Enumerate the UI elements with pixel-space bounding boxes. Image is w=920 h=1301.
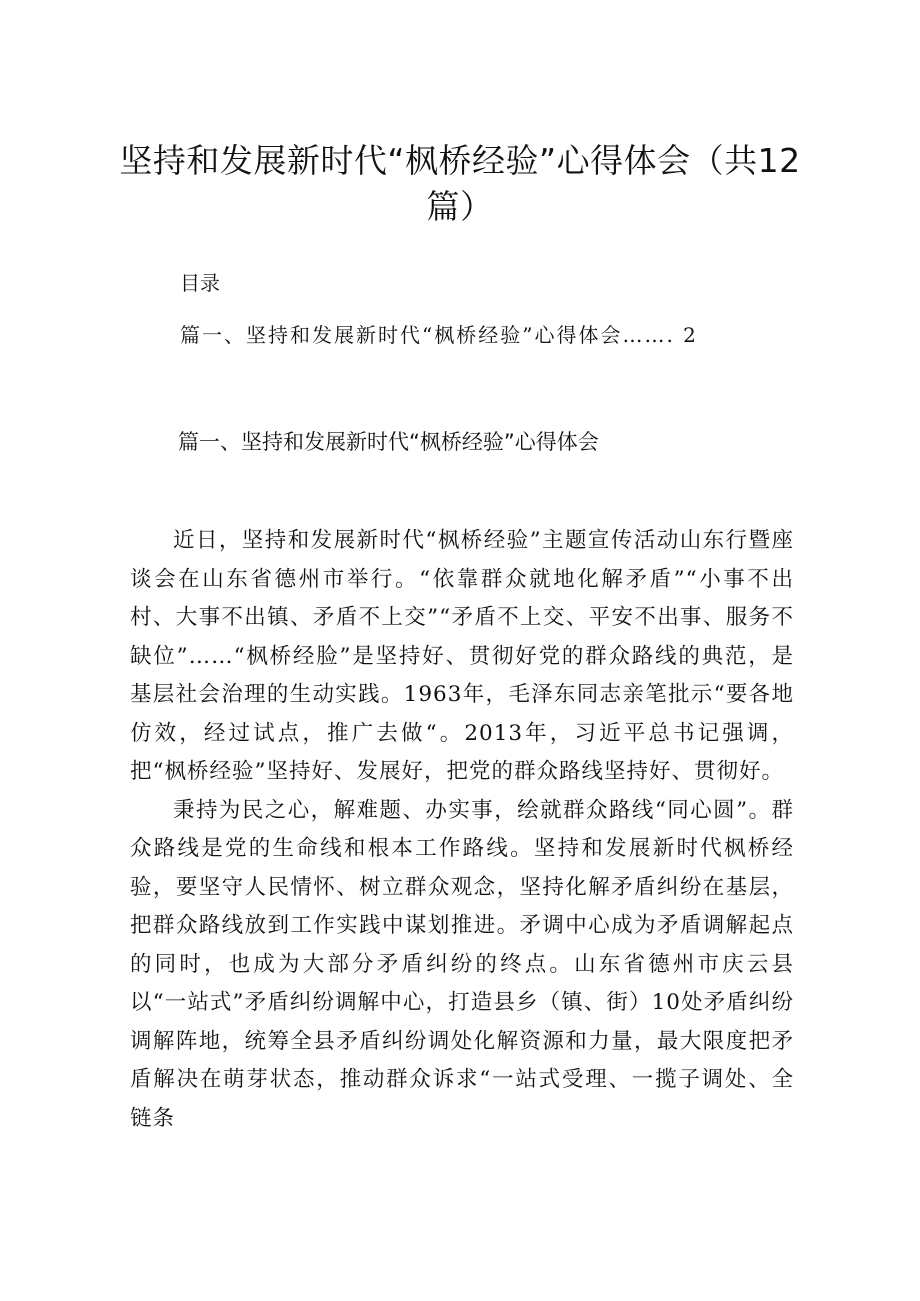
section-heading: 篇一、坚持和发展新时代“枫桥经验”心得体会: [178, 430, 599, 454]
body-text: [130, 522, 794, 1138]
toc-item[interactable]: 篇一、坚持和发展新时代“枫桥经验”心得体会……. 2: [180, 323, 698, 347]
paragraph: 秉持为民之心，解难题、办实事，绘就群众路线“同心圆”。群众路线是党的生命线和根本工作路线。坚持和发展新时代枫桥经验，要坚守人民情怀、树立群众观念，坚持化解矛盾纠纷在基层，把群众路线放到工作实践中谋划推进。矛调中心成为矛盾调解起点的同时，也成为大部分矛盾纠纷的终点。山东省德州市庆云县以“一站式”矛盾纠纷调解中心，打造县乡（镇、街）10处矛盾纠纷调解阵地，统筹全县矛盾纠纷调处化解资源和力量，最大限度把矛盾解决在萌芽状态，推动群众诉求“一站式受理、一揽子调处、全链条: [130, 797, 794, 1131]
toc-heading: 目录: [180, 271, 220, 295]
document-title: 坚持和发展新时代“枫桥经验”心得体会（共12篇）: [119, 141, 801, 226]
paragraph: 近日，坚持和发展新时代“枫桥经验”主题宣传活动山东行暨座谈会在山东省德州市举行。“依靠群众就地化解矛盾”“小事不出村、大事不出镇、矛盾不上交”“矛盾不上交、平安不出事、服务不缺位”……“枫桥经脸”是坚持好、贯彻好党的群众路线的典范，是基层社会治理的生动实践。1963年，毛泽东同志亲笔批示“要各地仿效，经过试点，推广去做“。2013年，习近平总书记强调，把“枫桥经验”坚持好、发展好，把党的群众路线坚持好、贯彻好。: [130, 528, 794, 784]
